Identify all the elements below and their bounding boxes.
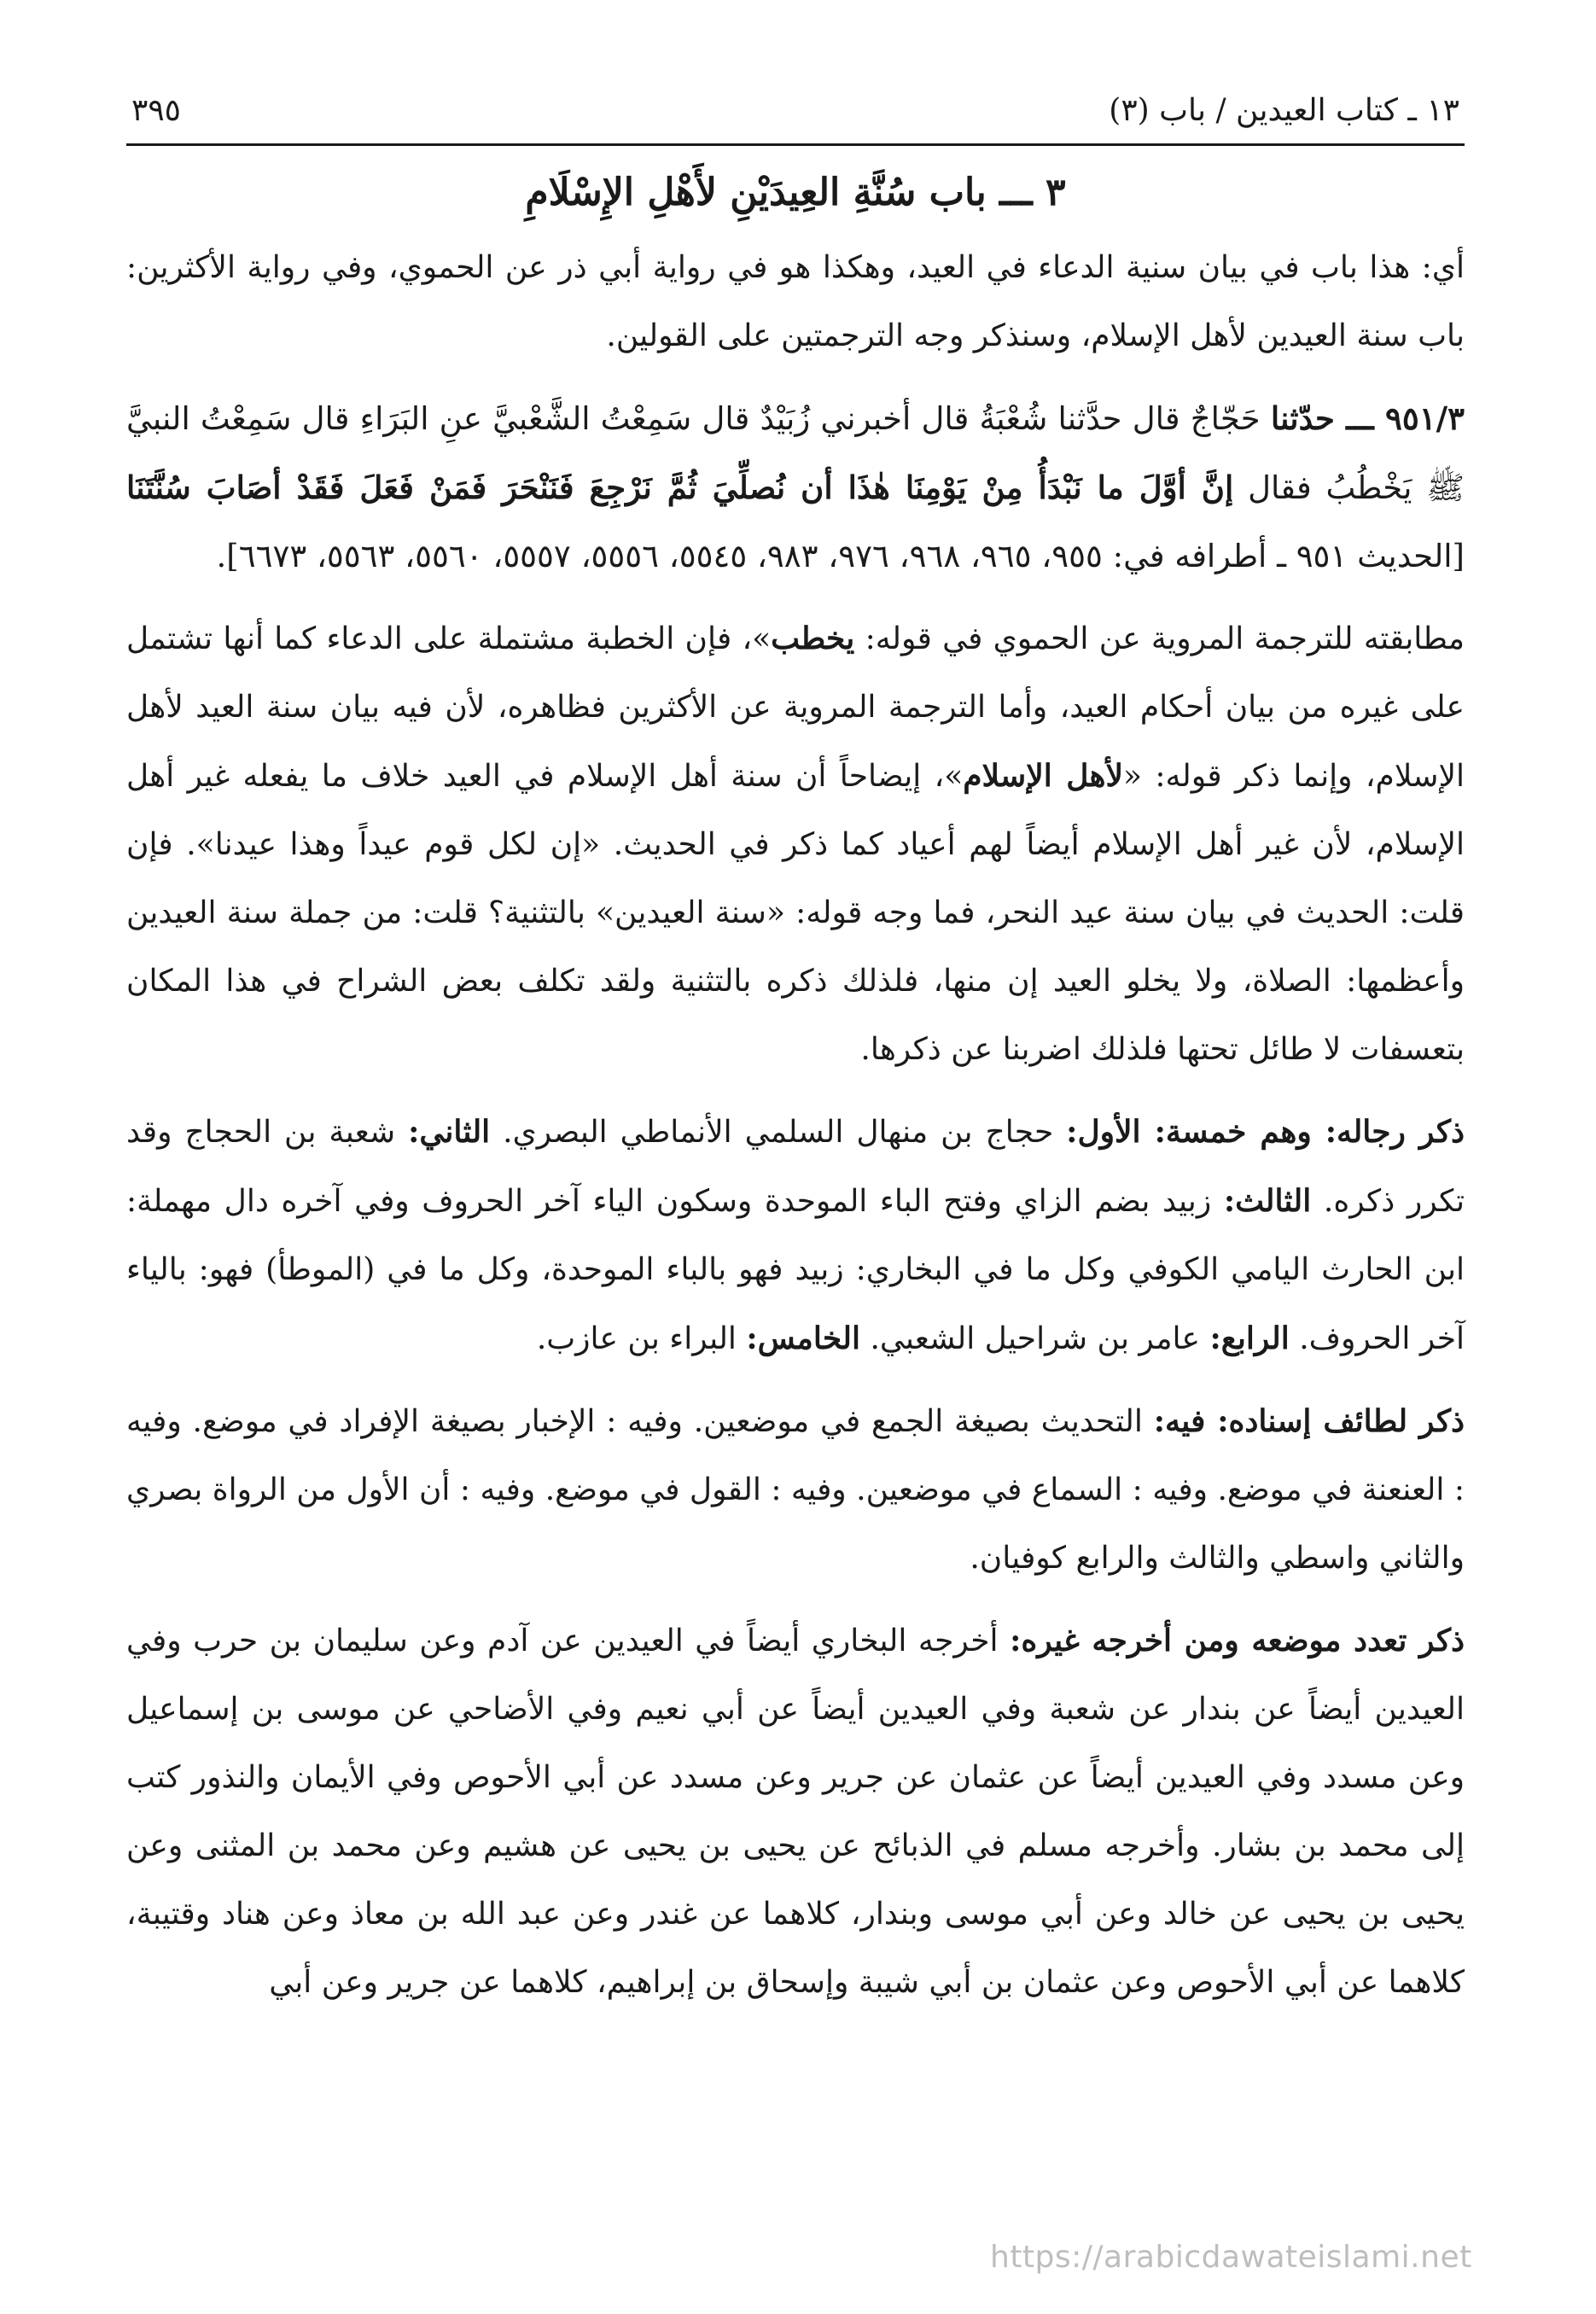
sources-paragraph xyxy=(126,1606,1465,2017)
commentary-text: مطابقته للترجمة المروية عن الحموي في قوله: xyxy=(854,621,1465,657)
narrators-text: عامر بن شراحيل الشعبي. xyxy=(860,1321,1210,1357)
hadith-paragraph xyxy=(126,384,1465,591)
intro-paragraph: أي: هذا باب في بيان سنية الدعاء في العيد، وهكذا هو في رواية أبي ذر عن الحموي، وفي رواية الأكثرين: باب سنة العيدين لأهل الإسلام، وسنذكر وجه الترجمتين على القولين. xyxy=(126,250,1465,354)
page-number: ٣٩٥ xyxy=(131,93,182,128)
narrators-heading: الرابع: xyxy=(1209,1320,1290,1357)
narrators-text: حجاج بن منهال السلمي الأنماطي البصري. xyxy=(490,1115,1067,1151)
isnad-text: التحديث بصيغة الجمع في موضعين. وفيه : الإخبار بصيغة الإفراد في موضع. وفيه : العنعنة في موضع. وفيه : السماع في موضعين. وفيه : القول في موضع. وفيه : أن الأول من الرواة بصري والثاني واسطي والثالث والرابع كوفيان. xyxy=(126,1404,1465,1577)
narrators-heading: الثاني: xyxy=(408,1114,491,1151)
chapter-reference: ١٣ ـ كتاب العيدين / باب (٣) xyxy=(1109,93,1459,128)
narrators-text: زبيد بضم الزاي وفتح الباء الموحدة وسكون الياء آخر الحروف وفي آخره دال مهملة: ابن الحارث اليامي الكوفي وكل ما في البخاري: زبيد فهو بالباء الموحدة، وكل ما في (الموطأ) فهو: بالياء آخر الحروف. xyxy=(126,1184,1465,1357)
book-page xyxy=(126,67,1465,2252)
isnad-paragraph xyxy=(126,1387,1465,1593)
narrators-heading: الثالث: xyxy=(1223,1183,1312,1220)
commentary-text: »، إيضاحاً أن سنة أهل الإسلام في العيد خلاف ما يفعله غير أهل الإسلام، لأن غير أهل الإسلام أيضاً لهم أعياد كما ذكر في الحديث. «إن لكل قوم عيداً وهذا عيدنا». فإن قلت: الحديث في بيان سنة عيد النحر، فما وجه قوله: «سنة العيدين» بالتثنية؟ قلت: من جملة سنة العيدين وأعظمها: الصلاة، ولا يخلو العيد إن منها، فلذلك ذكره بالتثنية ولقد تكلف بعض الشراح في هذا المكان بتعسفات لا طائل تحتها فلذلك اضربنا عن ذكرها. xyxy=(126,759,1465,1068)
header-rule xyxy=(126,143,1465,146)
hadith-chain: حَجّاجٌ قال حدَّثنا شُعْبَةُ قال أخبرني زُبَيْدٌ قال سَمِعْتُ الشَّعْبيَّ عنِ البَرَاءِ قال سَمِعْتُ النبيَّ ﷺ يَخْطُبُ فقال xyxy=(126,400,1465,507)
narrators-heading: الخامس: xyxy=(746,1320,861,1357)
narrators-paragraph xyxy=(126,1098,1465,1373)
sources-text: أخرجه البخاري أيضاً في العيدين عن آدم وعن سليمان بن حرب وفي العيدين أيضاً عن بندار عن شعبة وفي العيدين أيضاً عن أبي نعيم وفي الأضاحي عن موسى بن إسماعيل وعن مسدد وفي العيدين أيضاً عن عثمان عن جرير وعن مسدد عن أبي الأحوص وفي الأيمان والنذور كتب إلى محمد بن بشار. وأخرجه مسلم في الذبائح عن يحيى بن يحيى عن هشيم وعن محمد بن المثنى وعن يحيى بن يحيى عن خالد وعن أبي موسى وبندار، كلاهما عن غندر وعن عبد الله بن معاذ وعن هناد وقتيبة، كلاهما عن أبي الأحوص وعن عثمان بن أبي شيبة وإسحاق بن إبراهيم، كلاهما عن جرير وعن أبي xyxy=(126,1623,1465,2001)
narrators-text: البراء بن عازب. xyxy=(536,1321,747,1357)
site-watermark: https://arabicdawateislami.net xyxy=(990,2240,1472,2275)
hadith-references: [الحديث ٩٥١ ـ أطرافه في: ٩٥٥، ٩٦٥، ٩٦٨، ٩٧٦، ٩٨٣، ٥٥٤٥، ٥٥٥٦، ٥٥٥٧، ٥٥٦٠، ٥٥٦٣، ٦٦٧٣]. xyxy=(216,538,1465,575)
commentary-keyword: يخطب xyxy=(771,621,855,657)
narrators-text: شعبة بن الحجاج وقد تكرر ذكره. xyxy=(126,1115,1465,1220)
commentary-text: »، فإن الخطبة مشتملة على الدعاء كما أنها تشتمل على غيره من بيان أحكام العيد، وأما الترجمة المروية عن الأكثرين فظاهره، لأن فيه بيان سنة العيد لأهل الإسلام، وإنما ذكر قوله: « xyxy=(126,621,1465,795)
commentary-paragraph-1 xyxy=(126,604,1465,1084)
sources-heading: ذكر تعدد موضعه ومن أخرجه غيره: xyxy=(1010,1623,1465,1659)
section-title: ٣ ـــ باب سُنَّةِ العِيدَيْنِ لأَهْلِ الإِسْلَامِ xyxy=(525,171,1066,214)
running-header xyxy=(126,67,1465,126)
narrators-heading: ذكر رجاله: وهم خمسة: الأول: xyxy=(1066,1114,1465,1151)
isnad-heading: ذكر لطائف إسناده: فيه: xyxy=(1153,1403,1465,1440)
commentary-keyword: لأهل الإسلام xyxy=(963,758,1123,795)
hadith-number: ٩٥١/٣ ـــ حدّثنا xyxy=(1270,399,1465,438)
hadith-matn: إنَّ أوَّلَ ما نَبْدَأُ مِنْ يَوْمِنَا هٰذَا أن نُصلِّيَ ثُمَّ نَرْجِعَ فَنَنْحَرَ فَمَنْ فَعَلَ فَقَدْ أصَابَ سُنَّتَنَا xyxy=(126,469,1234,507)
